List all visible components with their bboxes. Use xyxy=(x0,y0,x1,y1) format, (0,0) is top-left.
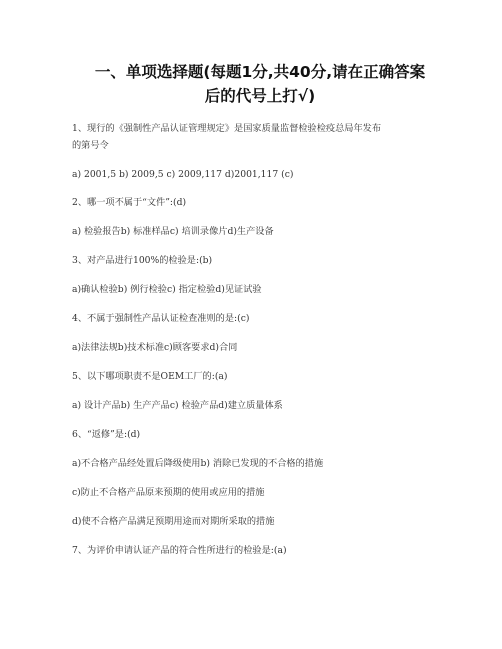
question-6-option-ab: a)不合格产品经处置后降级使用b) 消除已发现的不合格的措施 xyxy=(72,458,324,469)
question-4-options: a)法律法规b)技术标准c)顾客要求d)合同 xyxy=(72,342,238,353)
question-5-options: a) 设计产品b) 生产产品c) 检验产品d)建立质量体系 xyxy=(72,400,283,411)
question-2-options: a) 检验报告b) 标准样品c) 培训录像片d)生产设备 xyxy=(72,226,274,237)
question-5-stem: 5、以下哪项职责不是OEM工厂的:(a) xyxy=(72,371,228,382)
question-6-option-d: d)使不合格产品满足预期用途而对期所采取的措施 xyxy=(72,516,275,527)
question-3-options: a)确认检验b) 例行检验c) 指定检验d)见证试验 xyxy=(72,284,262,295)
question-2-stem: 2、哪一项不属于“文件”:(d) xyxy=(72,197,187,208)
question-7-stem: 7、为评价申请认证产品的符合性所进行的检验是:(a) xyxy=(72,545,287,556)
question-3-stem: 3、对产品进行100%的检验是:(b) xyxy=(72,255,213,266)
question-1-stem-line-2: 的第号令 xyxy=(72,140,109,151)
question-1-stem-line-1: 1、现行的《强制性产品认证管理规定》是国家质量监督检验检疫总局年发布 xyxy=(72,123,382,134)
question-1-options: a) 2001,5 b) 2009,5 c) 2009,117 d)2001,117 (c) xyxy=(72,169,294,180)
section-title-line-1: 一、单项选择题(每题1分,共40分,请在正确答案 xyxy=(94,63,426,81)
question-4-stem: 4、不属于强制性产品认证检查准则的是:(c) xyxy=(72,313,250,324)
question-6-stem: 6、“返修”是:(d) xyxy=(72,429,141,440)
question-6-option-c: c)防止不合格产品原来预期的使用或应用的措施 xyxy=(72,487,265,498)
section-title-line-2: 后的代号上打√) xyxy=(204,87,316,105)
